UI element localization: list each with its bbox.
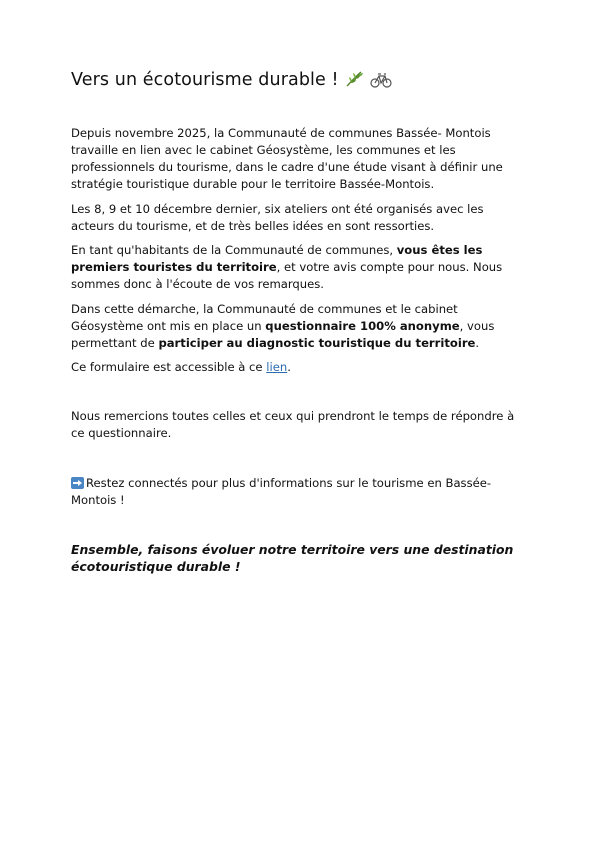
emphasis-first-tourists: vous êtes les premiers touristes du territoire [71, 243, 483, 274]
inhabitants-paragraph: En tant qu'habitants de la Communauté de communes, vous êtes les premiers touristes du territoire, et votre avis compte pour nous. Nous sommes donc à l'écoute de vos remarques. [71, 243, 503, 291]
bicycle-icon [370, 72, 392, 93]
intro-paragraph: Depuis novembre 2025, la Communauté de communes Bassée- Montois travaille en lien avec le cabinet Géosystème, les communes et les professionnels du tourisme, dans le cadre d'une étude visant à définir une stratégie touristique durable pour le territoire Bassée-Montois. [71, 126, 503, 191]
questionnaire-paragraph: Dans cette démarche, la Communauté de communes et le cabinet Géosystème ont mis en place un questionnaire 100% anonyme, vous permettant de participer au diagnostic touristique du territoire. [71, 302, 495, 350]
title-text: Vers un écotourisme durable ! [71, 70, 339, 90]
emphasis-diagnostic: participer au diagnostic touristique du territoire [158, 336, 476, 350]
emphasis-anonymous-questionnaire: questionnaire 100% anonyme [265, 319, 460, 333]
thanks-paragraph: Nous remercions toutes celles et ceux qui prendront le temps de répondre à ce questionnaire. [71, 409, 515, 440]
workshops-paragraph: Les 8, 9 et 10 décembre dernier, six ateliers ont été organisés avec les acteurs du tourisme, et de très belles idées en sont ressorties. [71, 202, 484, 233]
herb-icon [344, 70, 364, 93]
page-title [71, 70, 392, 93]
stay-connected-paragraph: Restez connectés pour plus d'informations sur le tourisme en Bassée-Montois ! [71, 476, 492, 507]
form-link-paragraph: Ce formulaire est accessible à ce lien. [71, 360, 291, 374]
form-link[interactable]: lien [266, 360, 288, 374]
right-arrow-icon [71, 477, 84, 489]
closing-statement: Ensemble, faisons évoluer notre territoire vers une destination écotouristique durable ! [71, 542, 514, 574]
